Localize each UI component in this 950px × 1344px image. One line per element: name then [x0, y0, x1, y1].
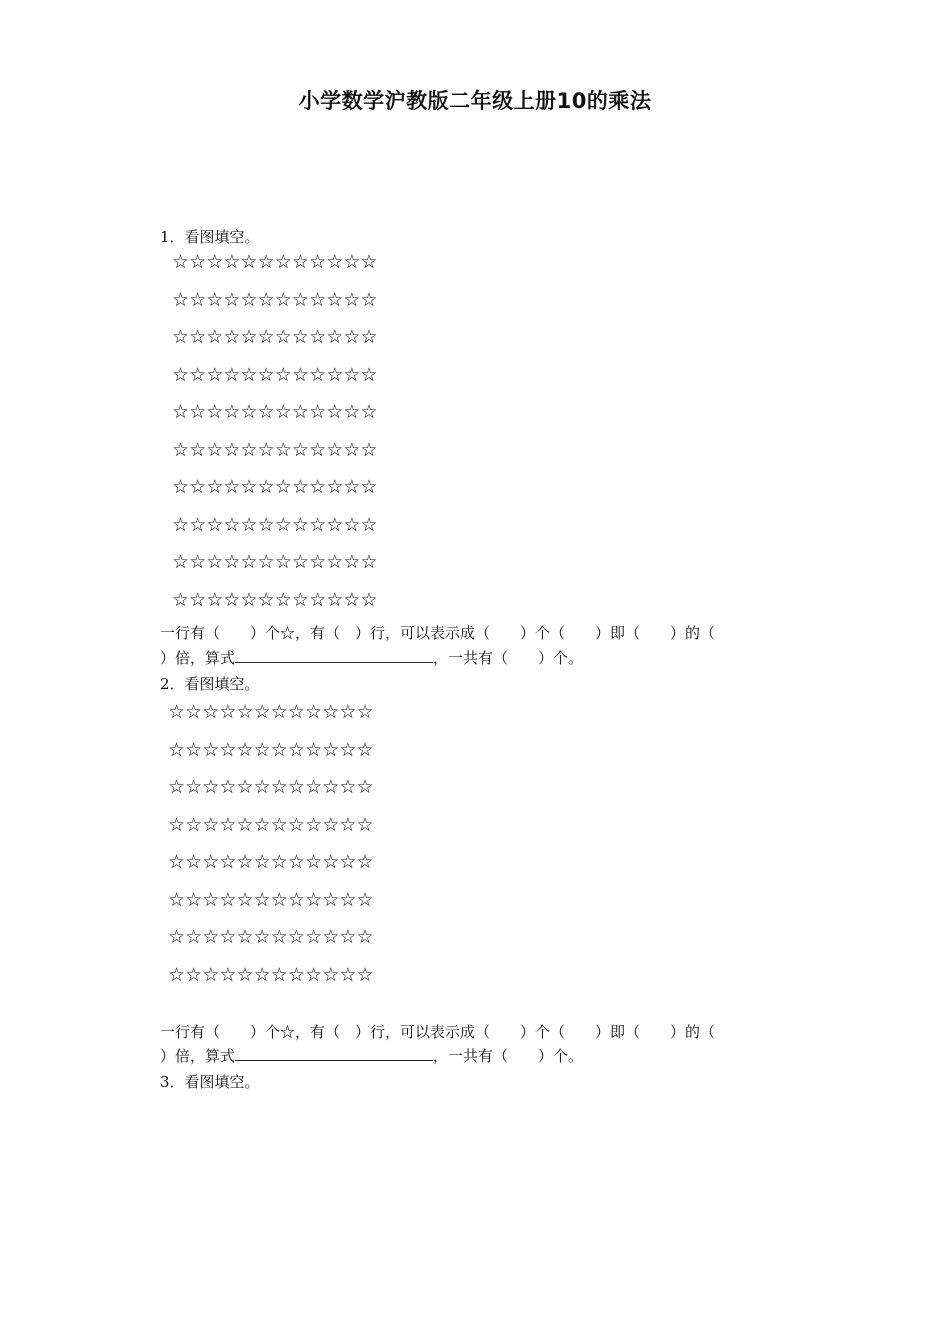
star-row: ☆☆☆☆☆☆☆☆☆☆☆☆	[168, 701, 374, 723]
star-row: ☆☆☆☆☆☆☆☆☆☆☆☆	[172, 251, 378, 273]
star-row: ☆☆☆☆☆☆☆☆☆☆☆☆	[172, 438, 378, 461]
q1-line1: 一行有（ ）个☆，有（ ）行，可以表示成（ ）个（ ）即（ ）的（	[160, 624, 716, 642]
star-row: ☆☆☆☆☆☆☆☆☆☆☆☆	[172, 588, 378, 611]
q3-heading: 3．看图填空。	[160, 1073, 260, 1091]
star-row: ☆☆☆☆☆☆☆☆☆☆☆☆	[172, 513, 378, 536]
star-row: ☆☆☆☆☆☆☆☆☆☆☆☆	[168, 813, 374, 836]
star-row: ☆☆☆☆☆☆☆☆☆☆☆☆	[172, 476, 378, 498]
q1-heading: 1．看图填空。	[160, 228, 260, 246]
star-row: ☆☆☆☆☆☆☆☆☆☆☆☆	[168, 776, 374, 798]
star-row: ☆☆☆☆☆☆☆☆☆☆☆☆	[168, 963, 374, 986]
q1-line2-end: ，一共有（ ）个。	[433, 649, 584, 667]
q2-answer-blank[interactable]	[235, 1046, 433, 1061]
q2-line2-start: ）倍，算式	[160, 1047, 236, 1065]
star-row: ☆☆☆☆☆☆☆☆☆☆☆☆	[168, 851, 374, 873]
q2-line2-end: ，一共有（ ）个。	[433, 1047, 584, 1065]
star-row: ☆☆☆☆☆☆☆☆☆☆☆☆	[172, 401, 378, 423]
star-row: ☆☆☆☆☆☆☆☆☆☆☆☆	[172, 326, 378, 348]
q2-line1: 一行有（ ）个☆，有（ ）行，可以表示成（ ）个（ ）即（ ）的（	[160, 1023, 716, 1041]
q1-line2-start: ）倍，算式	[160, 649, 236, 667]
star-row: ☆☆☆☆☆☆☆☆☆☆☆☆	[172, 363, 378, 386]
star-row: ☆☆☆☆☆☆☆☆☆☆☆☆	[168, 738, 374, 761]
star-row: ☆☆☆☆☆☆☆☆☆☆☆☆	[168, 888, 374, 911]
star-row: ☆☆☆☆☆☆☆☆☆☆☆☆	[172, 551, 378, 573]
q2-heading: 2．看图填空。	[160, 675, 260, 693]
q2-line2	[160, 1046, 583, 1066]
q1-line2	[160, 648, 583, 668]
star-row: ☆☆☆☆☆☆☆☆☆☆☆☆	[168, 926, 374, 948]
page-title: 小学数学沪教版二年级上册10的乘法	[298, 89, 652, 113]
q1-answer-blank[interactable]	[235, 648, 433, 663]
star-row: ☆☆☆☆☆☆☆☆☆☆☆☆	[172, 288, 378, 311]
